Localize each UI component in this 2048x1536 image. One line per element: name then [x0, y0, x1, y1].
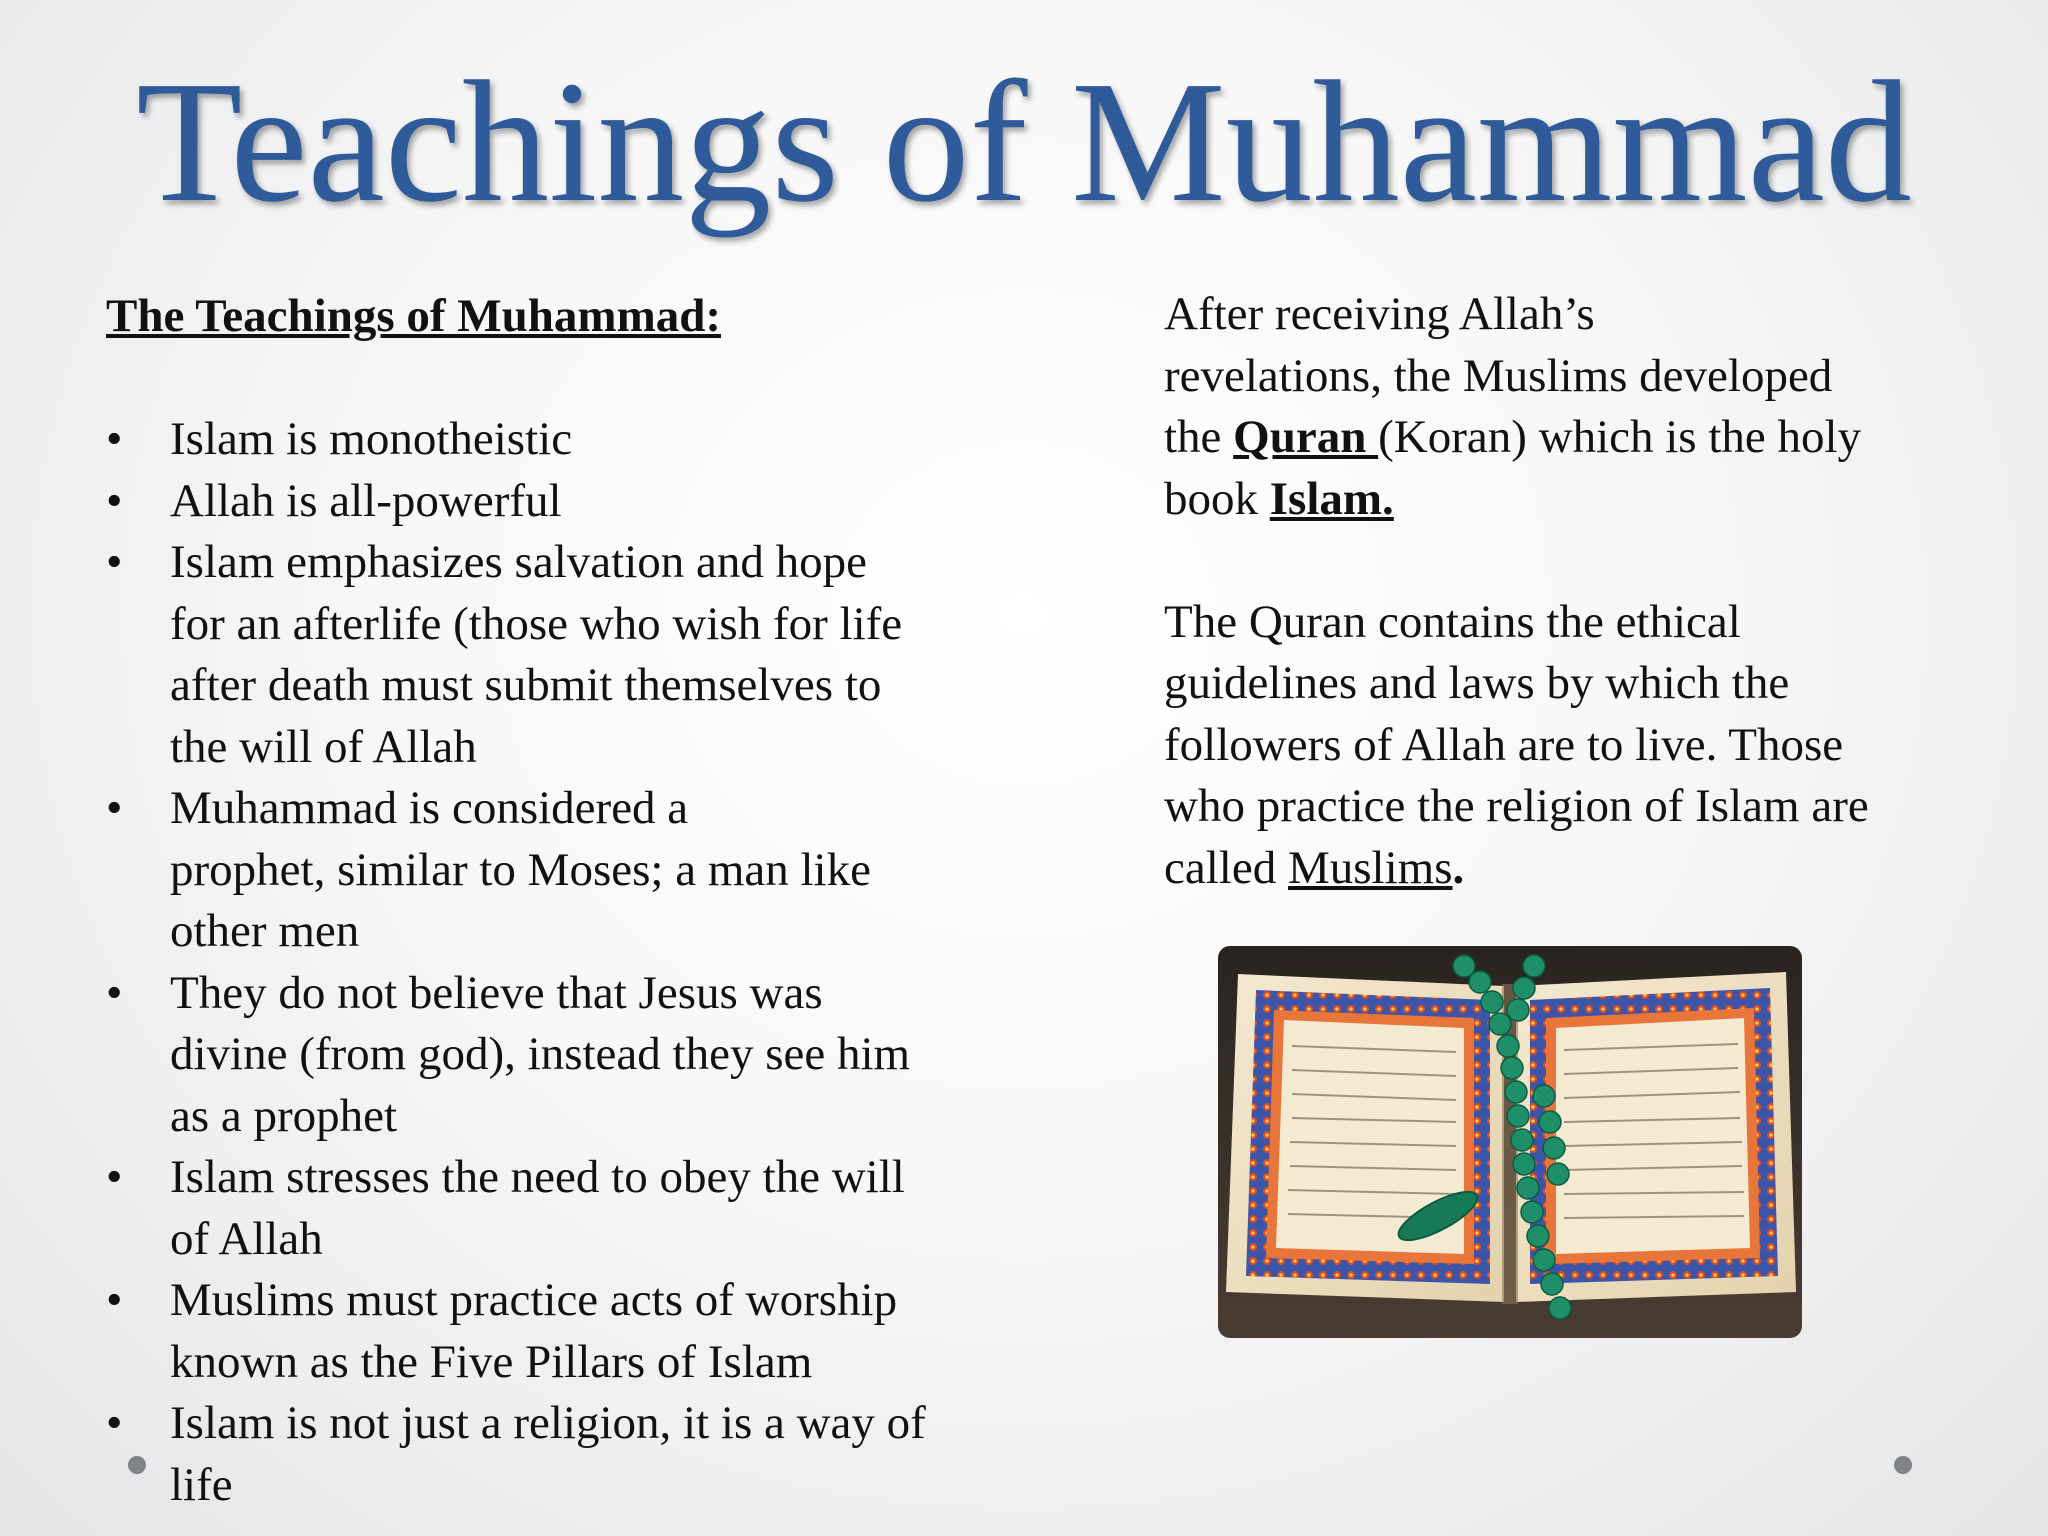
bullet-dot-icon: •	[106, 782, 123, 834]
islam-term: Islam.	[1269, 472, 1394, 525]
period: .	[1452, 841, 1465, 894]
teaching-bullet-line: Islam stresses the need to obey the will	[170, 1151, 905, 1203]
teaching-bullet-line: other men	[170, 905, 360, 957]
quran-paragraph-line: After receiving Allah’s	[1164, 288, 1595, 340]
teaching-bullet-line: as a prophet	[170, 1089, 398, 1142]
right-column	[1164, 284, 2024, 899]
teaching-bullet-line: known as the Five Pillars of Islam	[170, 1335, 813, 1388]
teaching-bullet-line: Islam is monotheistic	[170, 413, 573, 465]
teaching-bullet-line: for an afterlife (those who wish for life	[170, 597, 903, 650]
teaching-bullet-line: They do not believe that Jesus was	[170, 966, 823, 1019]
teaching-bullet	[106, 471, 1086, 533]
muslims-term: Muslims	[1287, 841, 1453, 894]
quran-term: Quran	[1233, 411, 1379, 463]
quran-paragraph-text: book	[1164, 472, 1270, 525]
ethics-paragraph	[1164, 592, 2024, 900]
quran-paragraph-line: revelations, the Muslims developed	[1164, 349, 1833, 402]
left-corner-dot-icon	[128, 1456, 146, 1474]
teaching-bullet-line: Muhammad is considered a	[170, 782, 689, 834]
bullet-dot-icon: •	[106, 536, 123, 588]
teachings-bullet-list	[106, 409, 1086, 1516]
teaching-bullet	[106, 532, 1086, 778]
teaching-bullet-line: life	[170, 1458, 233, 1511]
ethics-paragraph-line: The Quran contains the ethical	[1164, 595, 1741, 648]
teaching-bullet	[106, 778, 1086, 963]
teaching-bullet-line: Islam emphasizes salvation and hope	[170, 536, 867, 588]
teaching-bullet	[106, 963, 1086, 1148]
quran-illustration	[1218, 946, 1802, 1338]
ethics-paragraph-line: guidelines and laws by which the	[1164, 657, 1790, 709]
right-corner-dot-icon	[1894, 1456, 1912, 1474]
teaching-bullet	[106, 1147, 1086, 1270]
bullet-dot-icon: •	[106, 1397, 123, 1449]
teaching-bullet-line: prophet, similar to Moses; a man like	[170, 843, 871, 896]
teaching-bullet-line: the will of Allah	[170, 720, 477, 773]
teaching-bullet-line: of Allah	[170, 1212, 323, 1265]
bullet-dot-icon: •	[106, 413, 123, 465]
teaching-bullet	[106, 409, 1086, 471]
bullet-dot-icon: •	[106, 1151, 123, 1203]
teaching-bullet-line: divine (from god), instead they see him	[170, 1028, 911, 1080]
quran-paragraph-text: the	[1164, 411, 1234, 463]
teaching-bullet	[106, 1393, 1086, 1516]
bullet-dot-icon: •	[106, 966, 123, 1019]
quran-photo	[1218, 946, 1802, 1338]
teaching-bullet-line: after death must submit themselves to	[170, 659, 882, 711]
ethics-paragraph-text: called	[1164, 841, 1288, 894]
quran-paragraph-text: (Koran) which is the holy	[1378, 411, 1862, 463]
quran-paragraph	[1164, 284, 2024, 530]
teaching-bullet-line: Allah is all-powerful	[170, 474, 562, 527]
bullet-dot-icon: •	[106, 1274, 123, 1326]
teaching-bullet-line: Islam is not just a religion, it is a way of	[170, 1397, 926, 1449]
bullet-dot-icon: •	[106, 474, 123, 527]
ethics-paragraph-line: who practice the religion of Islam are	[1164, 780, 1869, 832]
ethics-paragraph-line: followers of Allah are to live. Those	[1164, 718, 1844, 771]
left-heading: The Teachings of Muhammad:	[106, 290, 722, 342]
slide-title: Teachings of Muhammad	[136, 45, 1912, 238]
left-column	[106, 286, 1086, 1516]
teaching-bullet-line: Muslims must practice acts of worship	[170, 1274, 898, 1326]
teaching-bullet	[106, 1270, 1086, 1393]
